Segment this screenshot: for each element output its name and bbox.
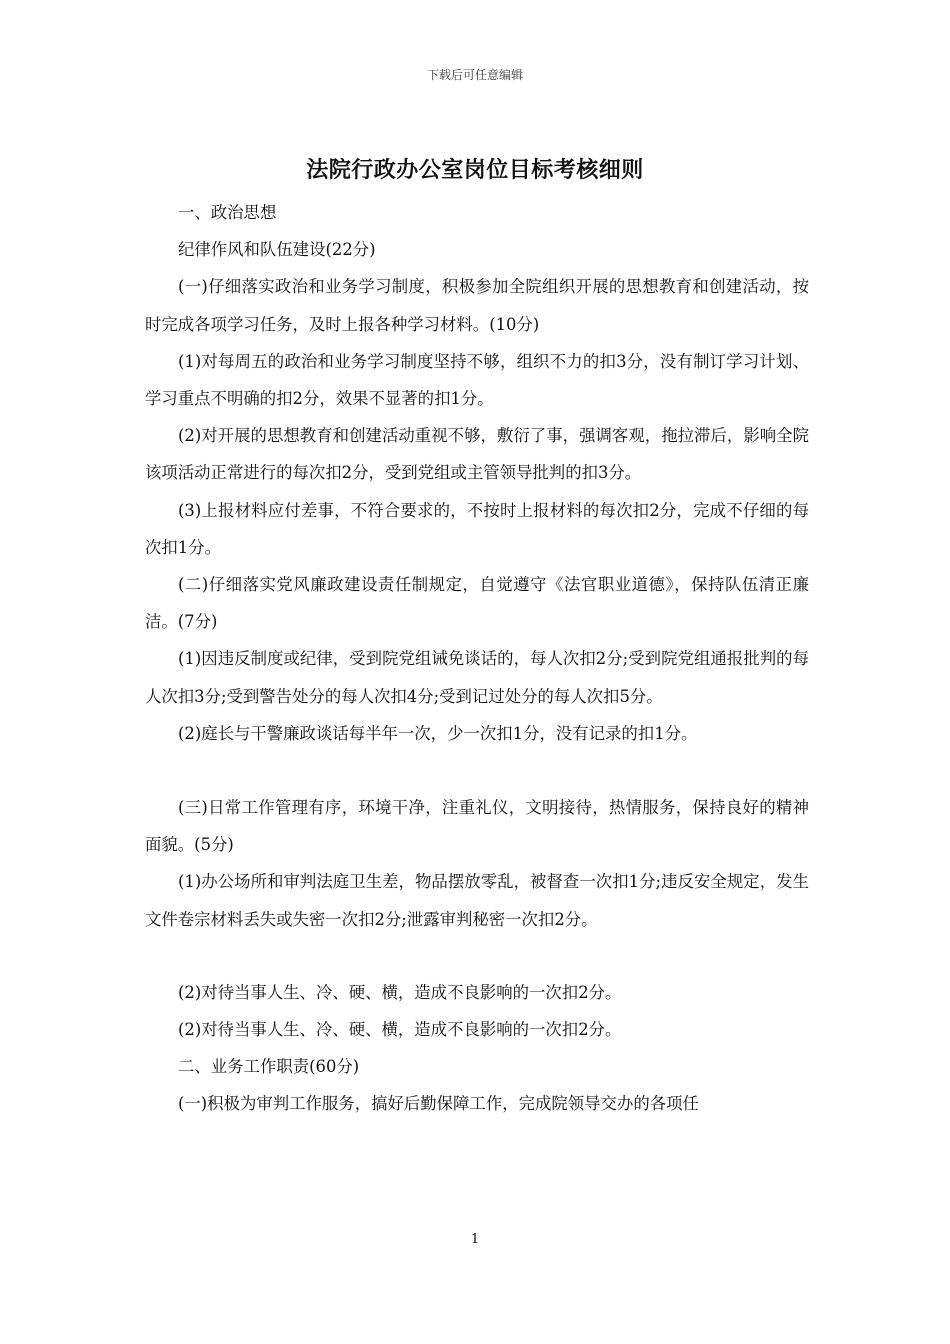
section-heading: 一、政治思想 (178, 203, 277, 222)
item-paragraph: (1)对每周五的政治和业务学习制度坚持不够，组织不力的扣3分，没有制订学习计划、学习重点不明确的扣2分，效果不显著的扣1分。 (145, 351, 809, 409)
page-number: 1 (470, 1232, 480, 1247)
item-paragraph: (2)庭长与干警廉政谈话每半年一次，少一次扣1分，没有记录的扣1分。 (178, 723, 698, 743)
page-header-note: 下载后可任意编辑 (426, 68, 523, 82)
clause-paragraph: (一)积极为审判工作服务，搞好后勤保障工作，完成院领导交办的各项任 (178, 1094, 699, 1114)
clause-paragraph: (三)日常工作管理有序，环境干净，注重礼仪，文明接待，热情服务，保持良好的精神面貌。(5分) (145, 798, 809, 855)
clause-paragraph: (一)仔细落实政治和业务学习制度，积极参加全院组织开展的思想教育和创建活动，按时完成各项学习任务，及时上报各种学习材料。(10分) (145, 277, 809, 334)
item-paragraph: (2)对待当事人生、冷、硬、横，造成不良影响的一次扣2分。 (178, 982, 622, 1002)
section-heading: 二、业务工作职责(60分) (178, 1057, 360, 1077)
subsection-heading: 纪律作风和队伍建设(22分) (178, 240, 376, 260)
item-paragraph: (1)办公场所和审判法庭卫生差，物品摆放零乱，被督查一次扣1分;违反安全规定，发生文件卷宗材料丢失或失密一次扣2分;泄露审判秘密一次扣2分。 (145, 872, 809, 929)
document-title: 法院行政办公室岗位目标考核细则 (306, 158, 644, 183)
item-paragraph: (2)对开展的思想教育和创建活动重视不够，敷衍了事，强调客观，拖拉滞后，影响全院该项活动正常进行的每次扣2分，受到党组或主管领导批判的扣3分。 (145, 426, 809, 483)
item-paragraph: (2)对待当事人生、冷、硬、横，造成不良影响的一次扣2分。 (178, 1020, 622, 1040)
document-body (145, 194, 809, 1123)
item-paragraph: (3)上报材料应付差事，不符合要求的，不按时上报材料的每次扣2分，完成不仔细的每次扣1分。 (145, 500, 809, 557)
item-paragraph: (1)因违反制度或纪律，受到院党组诫免谈话的，每人次扣2分;受到院党组通报批判的每人次扣3分;受到警告处分的每人次扣4分;受到记过处分的每人次扣5分。 (145, 649, 809, 706)
clause-paragraph: (二)仔细落实党风廉政建设责任制规定，自觉遵守《法官职业道德》，保持队伍清正廉洁。(7分) (145, 575, 809, 632)
